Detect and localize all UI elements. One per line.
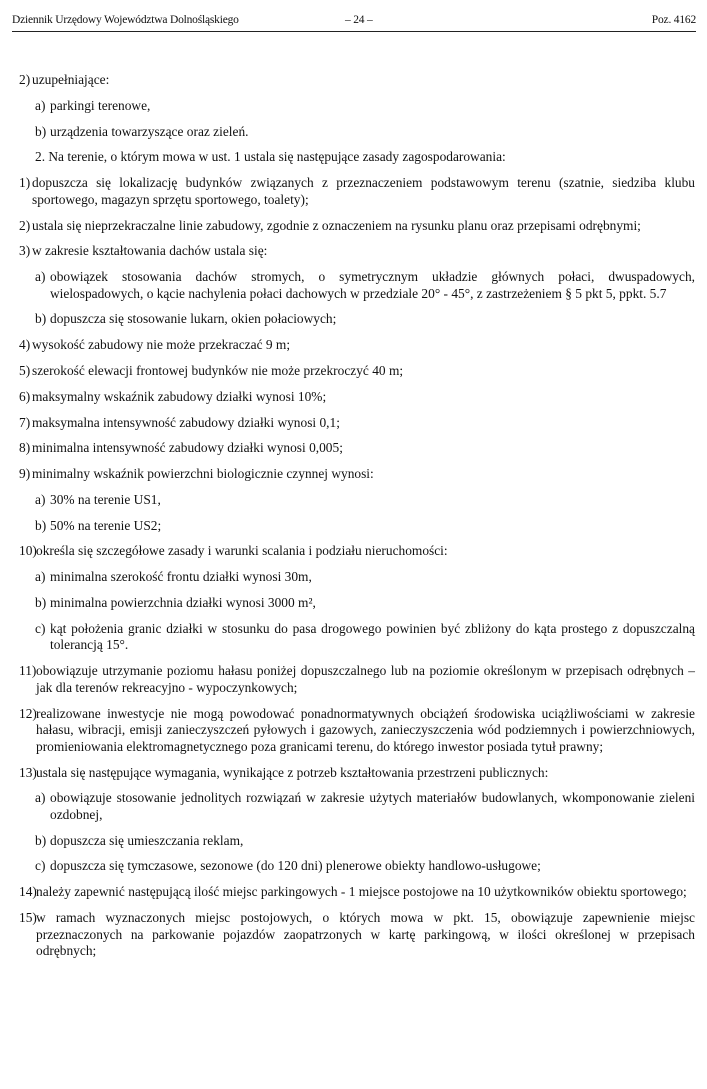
- item-label: 9): [19, 466, 31, 482]
- list-item: [0, 706, 695, 756]
- item-text: kąt położenia granic działki w stosunku do pasa drogowego powinien być zbliżony do kąta prostego z dopuszczalną tolerancją 15°.: [50, 620, 695, 653]
- item-text: dopuszcza się umieszczania reklam,: [50, 832, 244, 848]
- item-text: minimalna powierzchnia działki wynosi 3000 m²,: [50, 595, 316, 611]
- item-label: a): [35, 269, 46, 285]
- list-item: [0, 595, 695, 612]
- item-text: obowiązuje stosowanie jednolitych rozwiązań w zakresie użytych materiałów budowlanych, wkomponowanie zieleni ozdobnej,: [50, 790, 695, 822]
- list-item: [0, 124, 695, 141]
- list-item: [0, 621, 695, 654]
- list-item: [0, 440, 695, 457]
- item-text: urządzenia towarzyszące oraz zieleń.: [50, 123, 249, 139]
- item-text: wysokość zabudowy nie może przekraczać 9 m;: [32, 337, 291, 353]
- item-text: minimalna szerokość frontu działki wynosi 30m,: [50, 569, 312, 585]
- paragraph-text: 2. Na terenie, o którym mowa w ust. 1 ustala się następujące zasady zagospodarowania:: [35, 149, 506, 165]
- item-text: maksymalny wskaźnik zabudowy działki wynosi 10%;: [32, 388, 327, 404]
- list-item: [0, 663, 695, 696]
- list-item: [0, 833, 695, 850]
- journal-title: Dziennik Urzędowy Województwa Dolnośląskiego: [12, 14, 239, 26]
- list-item: [0, 492, 695, 509]
- item-label: 2): [19, 217, 31, 233]
- item-label: 14): [19, 884, 37, 900]
- item-text: należy zapewnić następującą ilość miejsc parkingowych - 1 miejsce postojowe na 10 użytkowników obiektu sportowego;: [36, 884, 687, 900]
- item-label: 3): [19, 243, 31, 259]
- list-item: [0, 337, 695, 354]
- item-text: uzupełniające:: [32, 72, 110, 87]
- item-text: dopuszcza się stosowanie lukarn, okien połaciowych;: [50, 311, 337, 327]
- position-number: Poz. 4162: [651, 14, 696, 26]
- item-label: a): [35, 790, 46, 806]
- item-text: realizowane inwestycje nie mogą powodować ponadnormatywnych obciążeń środowiska uciążliwościami w zakresie hałasu, wibracji, emisji zanieczyszczeń pyłowych i gazowych, zanieczyszczenia wód podziemnych i powierzchniowych, promieniowania elektromagnetycznego poza granicami terenu, do którego inwestor posiada tytuł prawny;: [36, 705, 695, 754]
- item-label: b): [35, 311, 47, 327]
- item-text: ustala się nieprzekraczalne linie zabudowy, zgodnie z oznaczeniem na rysunku planu oraz przepisami odrębnymi;: [32, 217, 641, 233]
- list-item: [0, 569, 695, 586]
- running-header: [12, 11, 696, 32]
- paragraph: [0, 149, 695, 166]
- item-label: c): [35, 620, 46, 636]
- list-item: [0, 518, 695, 535]
- list-item: [0, 363, 695, 380]
- list-item: [0, 466, 695, 483]
- document-body: [0, 72, 707, 960]
- list-item: [0, 415, 695, 432]
- item-text: minimalny wskaźnik powierzchni biologicznie czynnej wynosi:: [32, 466, 374, 482]
- item-label: 1): [19, 175, 31, 191]
- item-label: 4): [19, 337, 31, 353]
- item-label: b): [35, 595, 47, 611]
- list-item: [0, 218, 695, 235]
- list-item: [0, 72, 695, 89]
- item-text: maksymalna intensywność zabudowy działki wynosi 0,1;: [32, 414, 340, 430]
- item-label: 2): [19, 72, 31, 87]
- list-item: [0, 884, 695, 901]
- list-item: [0, 858, 695, 875]
- item-label: 7): [19, 414, 31, 430]
- item-label: 12): [19, 705, 37, 721]
- item-text: dopuszcza się tymczasowe, sezonowe (do 120 dni) plenerowe obiekty handlowo-usługowe;: [50, 858, 541, 874]
- item-text: w zakresie kształtowania dachów ustala się:: [32, 243, 268, 259]
- item-label: a): [35, 97, 46, 113]
- item-label: a): [35, 491, 46, 507]
- list-item: [0, 910, 695, 960]
- list-item: [0, 389, 695, 406]
- list-item: [0, 790, 695, 823]
- list-item: [0, 269, 695, 302]
- item-label: b): [35, 517, 47, 533]
- item-label: 5): [19, 363, 31, 378]
- item-text: dopuszcza się lokalizację budynków związanych z przeznaczeniem podstawowym terenu (szatnie, siedziba klubu sportowego, magazyn sprzętu sportowego, toalety);: [32, 175, 695, 207]
- list-item: [0, 311, 695, 328]
- item-label: 8): [19, 440, 31, 456]
- item-text: ustala się następujące wymagania, wynikające z potrzeb kształtowania przestrzeni publicznych:: [36, 764, 549, 780]
- page-number: – 24 –: [345, 14, 373, 26]
- list-item: [0, 243, 695, 260]
- item-label: 6): [19, 388, 31, 404]
- list-item: [0, 765, 695, 782]
- item-text: określa się szczegółowe zasady i warunki scalania i podziału nieruchomości:: [36, 543, 448, 559]
- item-label: a): [35, 569, 46, 585]
- item-text: parkingi terenowe,: [50, 97, 151, 113]
- item-text: obowiązuje utrzymanie poziomu hałasu poniżej dopuszczalnego lub na poziomie określonym w przepisach odrębnych – jak dla terenów rekreacyjno - wypoczynkowych;: [36, 663, 695, 695]
- item-text: obowiązek stosowania dachów stromych, o symetrycznym układzie głównych połaci, dwuspadowych, wielospadowych, o kącie nachylenia połaci dachowych w przedziale 20° - 45°, z zastrzeżeniem § 5 pkt 5, ppkt. 5.7: [50, 269, 695, 301]
- item-text: szerokość elewacji frontowej budynków nie może przekroczyć 40 m;: [32, 363, 404, 378]
- item-label: b): [35, 832, 47, 848]
- item-text: 50% na terenie US2;: [50, 517, 162, 533]
- list-item: [0, 543, 695, 560]
- item-label: 10): [19, 543, 37, 559]
- item-label: 13): [19, 764, 37, 780]
- list-item: [0, 98, 695, 115]
- item-text: w ramach wyznaczonych miejsc postojowych, o których mowa w pkt. 15, obowiązuje zapewnienie miejsc przeznaczonych na parkowanie pojazdów zaopatrzonych w kartę parkingową, w ilości określonej w przepisach odrębnych;: [36, 910, 695, 959]
- item-text: minimalna intensywność zabudowy działki wynosi 0,005;: [32, 440, 343, 456]
- item-label: 11): [19, 663, 37, 679]
- list-item: [0, 175, 695, 208]
- item-label: b): [35, 123, 47, 139]
- item-label: c): [35, 858, 46, 874]
- item-label: 15): [19, 910, 37, 926]
- item-text: 30% na terenie US1,: [50, 491, 161, 507]
